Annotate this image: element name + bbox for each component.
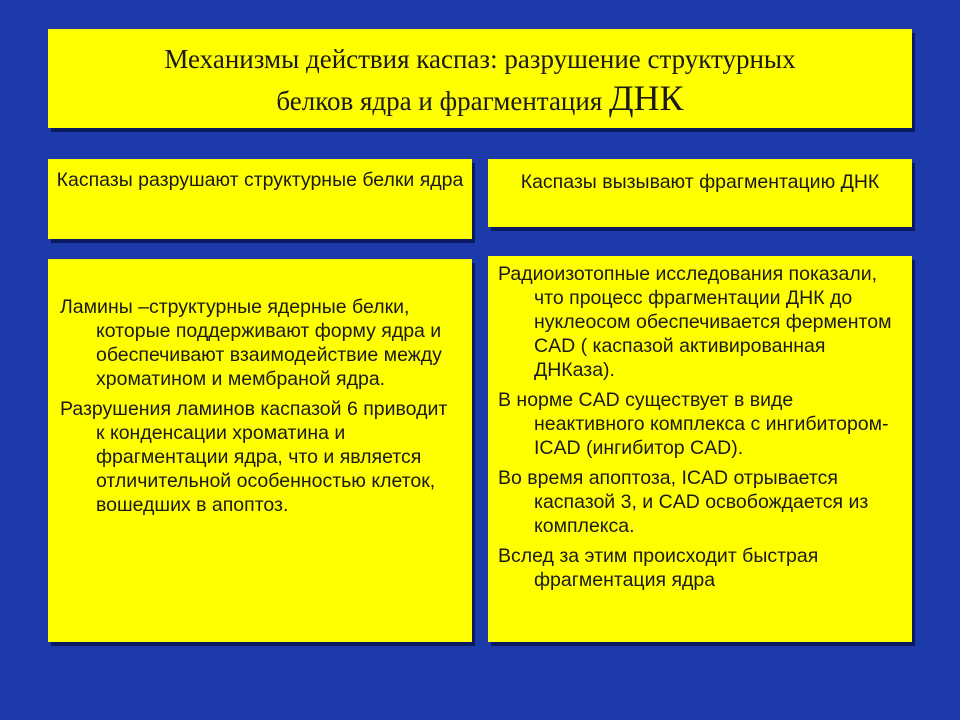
left-paragraph-lamins: Ламины –структурные ядерные белки, которые поддерживают форму ядра и обеспечивают взаимодействие между хроматином и мембраной ядра.	[60, 296, 442, 390]
left-paragraph-caspase6: Разрушения ламинов каспазой 6 приводит к конденсации хроматина и фрагментации ядра, что и является отличительной особенностью клеток, вошедших в апоптоз.	[60, 398, 448, 516]
left-column-body	[48, 259, 472, 642]
left-column-header: Каспазы разрушают структурные белки ядра	[48, 159, 472, 239]
title-dna-word: ДНК	[609, 78, 684, 118]
right-paragraph-apoptosis: Во время апоптоза, ICAD отрывается каспазой 3, и CAD освобождается из комплекса.	[498, 467, 869, 537]
right-paragraph-cad: Радиоизотопные исследования показали, что процесс фрагментации ДНК до нуклеосом обеспечивается ферментом CAD ( каспазой активированная ДНКаза).	[498, 263, 892, 381]
right-column-body	[488, 256, 912, 642]
right-paragraph-icad: В норме CAD существует в виде неактивного комплекса с ингибитором- ICAD (ингибитор CAD).	[498, 389, 889, 459]
right-column-header: Каспазы вызывают фрагментацию ДНК	[488, 159, 912, 227]
right-paragraph-fragmentation: Вслед за этим происходит быстрая фрагментация ядра	[498, 545, 819, 591]
title-line-1: Механизмы действия каспаз: разрушение структурных	[164, 44, 796, 74]
title-line-2-text: белков ядра и фрагментация	[276, 86, 603, 116]
slide-title	[48, 29, 912, 128]
title-line-2	[48, 77, 912, 122]
